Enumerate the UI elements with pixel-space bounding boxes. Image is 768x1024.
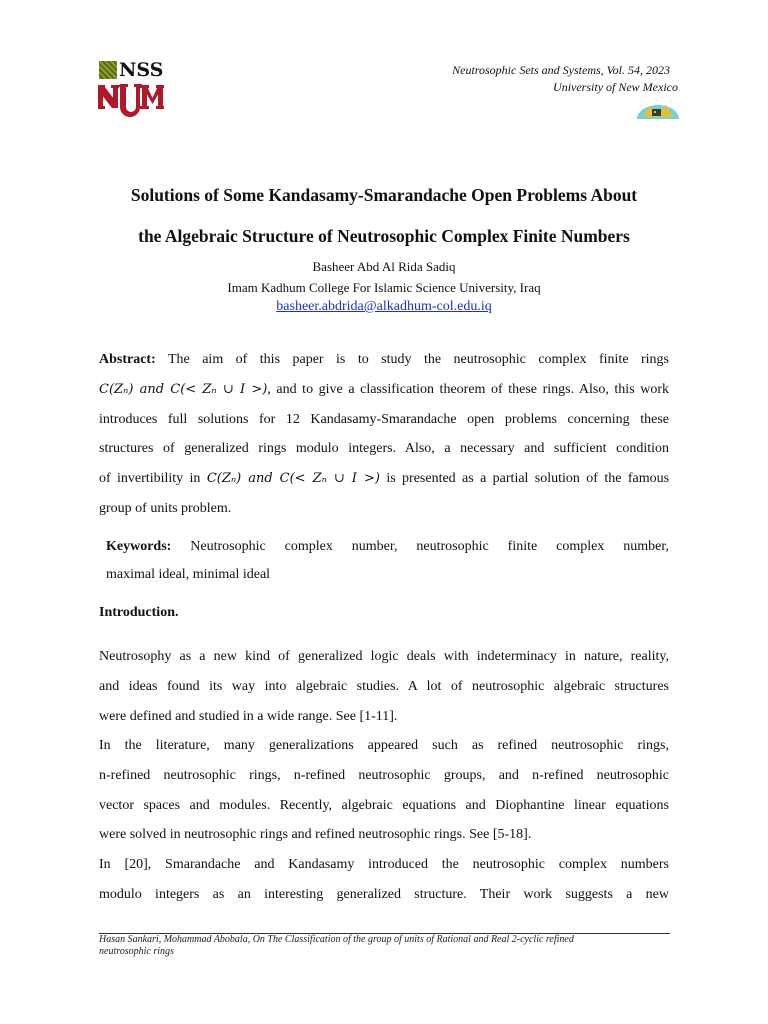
text-line: Neutrosophy as a new kind of generalized logic deals with indeterminacy in nature, reality, xyxy=(99,649,669,664)
author-email-text[interactable]: basheer.abdrida@alkadhum-col.edu.iq xyxy=(276,299,492,314)
intro-paragraph-3 xyxy=(99,850,669,910)
page-footer xyxy=(99,934,670,958)
keywords-line-2: maximal ideal, minimal ideal xyxy=(106,567,271,582)
journal-name: Neutrosophic Sets and Systems, Vol. 54, 2023 xyxy=(452,63,670,77)
text-line: In [20], Smarandache and Kandasamy introduced the neutrosophic complex numbers xyxy=(99,857,669,872)
keywords-label: Keywords: xyxy=(106,539,172,554)
abstract-line-5a: of invertibility in xyxy=(99,471,201,487)
nss-logo-square-icon xyxy=(99,61,117,79)
nss-logo xyxy=(99,60,163,79)
intro-paragraph-2 xyxy=(99,731,669,850)
univ-landscape-logo-icon xyxy=(636,97,680,123)
abstract-line-1: The aim of this paper is to study the neutrosophic complex finite rings xyxy=(167,352,669,367)
text-line: modulo integers as an interesting generalized structure. Their work suggests a new xyxy=(99,886,669,902)
abstract-line-6: group of units problem. xyxy=(99,500,232,516)
keywords xyxy=(106,533,669,589)
abstract-line-2: , and to give a classification theorem of these rings. Also, this work xyxy=(267,381,669,397)
abstract xyxy=(99,345,669,524)
abstract-label: Abstract: xyxy=(99,352,156,367)
abstract-line-4: structures of generalized rings modulo integers. Also, a necessary and sufficient condition xyxy=(99,441,669,457)
author-email-link[interactable] xyxy=(0,299,768,315)
text-line: vector spaces and modules. Recently, algebraic equations and Diophantine linear equations xyxy=(99,797,669,813)
section-heading-introduction: Introduction. xyxy=(99,605,179,620)
text-line: In the literature, many generalizations appeared such as refined neutrosophic rings, xyxy=(99,738,669,753)
text-line: and ideas found its way into algebraic studies. A lot of neutrosophic algebraic structures xyxy=(99,678,669,694)
footer-line-1: Hasan Sankari, Mohammad Abobala, On The Classification of the group of units of Rational and Real 2-cyclic refined xyxy=(99,934,574,945)
nss-logo-text: NSS xyxy=(119,58,164,81)
text-line: n-refined neutrosophic rings, n-refined neutrosophic groups, and n-refined neutrosophic xyxy=(99,767,669,783)
text-line: were defined and studied in a wide range. See [1-11]. xyxy=(99,708,398,724)
abstract-line-5b: is presented as a partial solution of the famous xyxy=(386,471,670,487)
footer-line-2: neutrosophic rings xyxy=(99,946,174,957)
paper-title-line-2: the Algebraic Structure of Neutrosophic Complex Finite Numbers xyxy=(138,226,630,246)
paper-title-line-1: Solutions of Some Kandasamy-Smarandache Open Problems About xyxy=(130,185,638,205)
abstract-line-3: introduces full solutions for 12 Kandasamy-Smarandache open problems concerning these xyxy=(99,411,669,427)
intro-paragraph-1 xyxy=(99,642,669,731)
abstract-math-1: C(Zₙ) and C(< Zₙ ∪ I >) xyxy=(99,381,268,397)
abstract-math-2: C(Zₙ) and C(< Zₙ ∪ I >) xyxy=(206,471,380,487)
author-name: Basheer Abd Al Rida Sadiq xyxy=(312,259,456,274)
text-line: were solved in neutrosophic rings and refined neutrosophic rings. See [5-18]. xyxy=(99,827,532,843)
author-affiliation: Imam Kadhum College For Islamic Science University, Iraq xyxy=(227,280,541,295)
university-name: University of New Mexico xyxy=(553,80,678,94)
unm-logo-icon xyxy=(98,82,164,122)
keywords-line-1: Neutrosophic complex number, neutrosophic finite complex number, xyxy=(190,539,669,554)
